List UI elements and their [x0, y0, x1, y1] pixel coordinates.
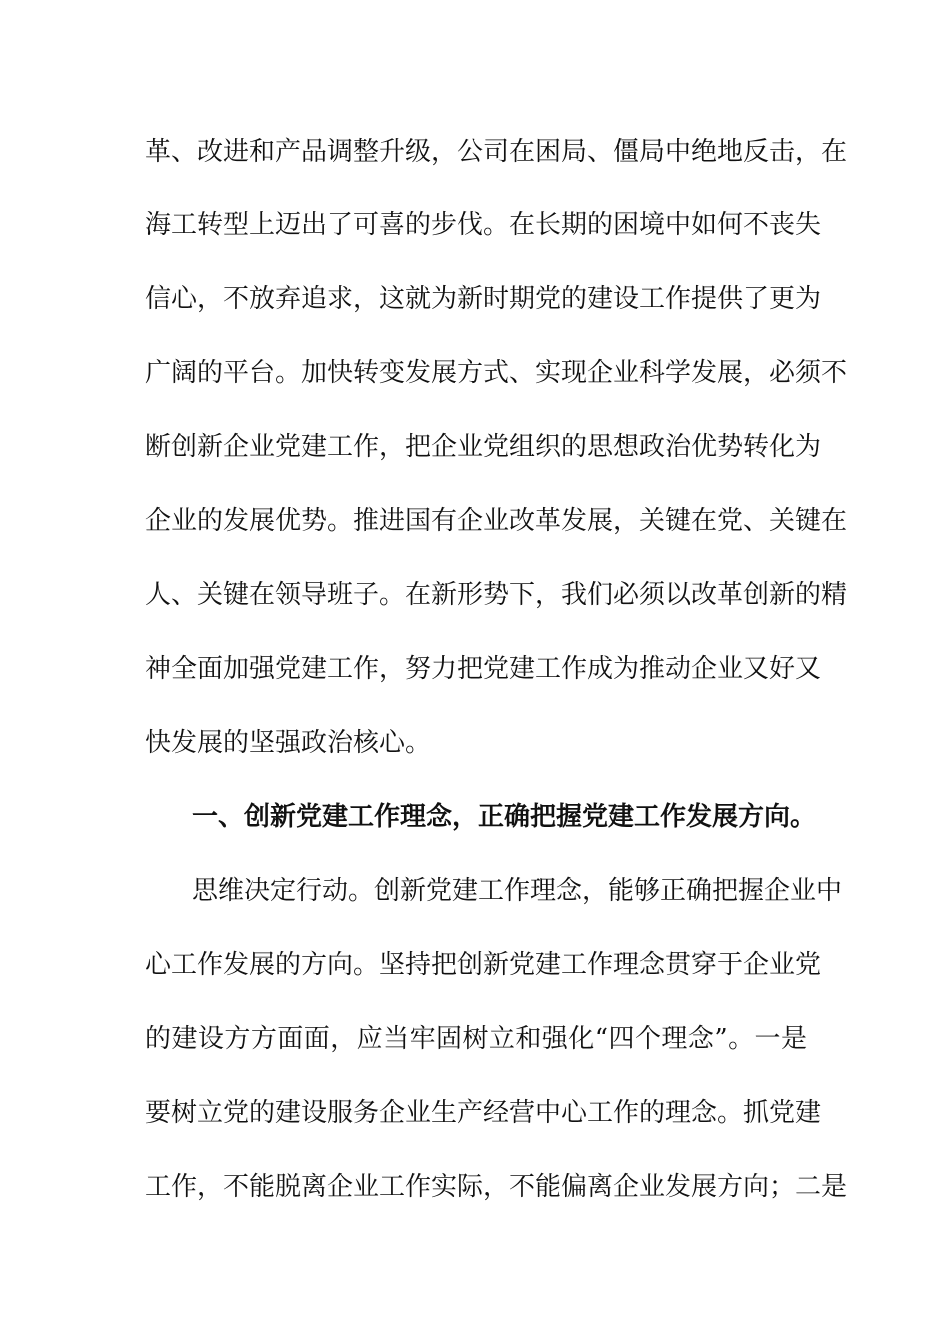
text-line: 神全面加强党建工作，努力把党建工作成为推动企业又好又	[145, 654, 822, 684]
text-line: 海工转型上迈出了可喜的步伐。在长期的困境中如何不丧失	[145, 210, 822, 240]
text-line: 心工作发展的方向。坚持把创新党建工作理念贯穿于企业党	[145, 950, 822, 980]
text-line: 工作，不能脱离企业工作实际，不能偏离企业发展方向；二是	[145, 1172, 848, 1202]
text-line: 快发展的坚强政治核心。	[145, 728, 432, 758]
text-line: 人、关键在领导班子。在新形势下，我们必须以改革创新的精	[145, 580, 848, 610]
text-line: 思维决定行动。创新党建工作理念，能够正确把握企业中	[192, 876, 843, 906]
text-line: 断创新企业党建工作，把企业党组织的思想政治优势转化为	[145, 432, 822, 462]
section-heading: 一、创新党建工作理念，正确把握党建工作发展方向。	[192, 802, 817, 832]
text-line: 企业的发展优势。推进国有企业改革发展，关键在党、关键在	[145, 506, 848, 536]
text-line: 广阔的平台。加快转变发展方式、实现企业科学发展，必须不	[145, 358, 848, 388]
text-line: 革、改进和产品调整升级，公司在困局、僵局中绝地反击，在	[145, 137, 848, 167]
text-line: 信心，不放弃追求，这就为新时期党的建设工作提供了更为	[145, 284, 822, 314]
text-line: 的建设方方面面，应当牢固树立和强化“四个理念”。一是	[145, 1024, 807, 1054]
text-line: 要树立党的建设服务企业生产经营中心工作的理念。抓党建	[145, 1098, 822, 1128]
